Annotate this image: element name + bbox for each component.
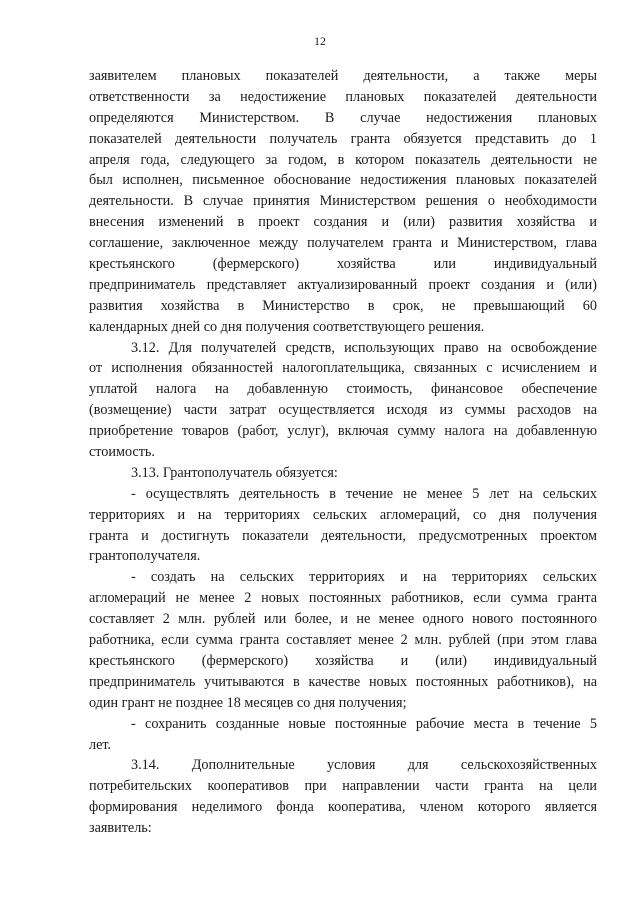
text-line: уплатой налога на добавленную стоимость, финансовое обеспечение [89, 381, 597, 398]
text-line: составляет 2 млн. рублей или более, и не менее одного нового постоянного [89, 611, 597, 628]
text-line: показателей деятельности получатель гранта обязуется представить до 1 [89, 130, 597, 147]
text-line: грантополучателя. [89, 548, 201, 565]
text-line: был исполнен, письменное обоснование недостижения плановых показателей [89, 172, 597, 189]
document-body [89, 66, 597, 839]
text-line: календарных дней со дня получения соответствующего решения. [89, 318, 485, 335]
text-line: стоимость. [89, 444, 155, 461]
text-line: 3.13. Грантополучатель обязуется: [131, 464, 338, 481]
text-line: один грант не позднее 18 месяцев со дня получения; [89, 694, 407, 711]
text-line: территориях и на территориях сельских агломераций, со дня получения [89, 506, 597, 523]
text-line: предприниматель представляет актуализированный проект создания и (или) [89, 276, 597, 293]
text-line: формирования неделимого фонда кооператива, членом которого является [89, 799, 597, 816]
text-line: от исполнения обязанностей налогоплательщика, связанных с исчислением и [89, 360, 597, 377]
text-line: соглашение, заключенное между получателем гранта и Министерством, глава [89, 235, 597, 252]
text-line: крестьянского (фермерского) хозяйства и (или) индивидуальный [89, 652, 597, 669]
text-line: - сохранить созданные новые постоянные рабочие места в течение 5 [131, 715, 597, 732]
text-line: работника, если сумма гранта составляет менее 2 млн. рублей (при этом глава [89, 632, 597, 649]
text-line: приобретение товаров (работ, услуг), включая сумму налога на добавленную [89, 423, 597, 440]
text-line: - создать на сельских территориях и на территориях сельских [131, 569, 597, 586]
text-line: ответственности за недостижение плановых показателей деятельности [89, 88, 597, 105]
text-line: апреля года, следующего за годом, в котором показатель деятельности не [89, 151, 597, 168]
page-number: 12 [314, 34, 326, 48]
text-line: определяются Министерством. В случае недостижения плановых [89, 109, 597, 126]
text-line: заявителем плановых показателей деятельности, а также меры [89, 68, 597, 84]
text-line: развития хозяйства в Министерство в срок, не превышающий 60 [89, 297, 597, 314]
text-line: гранта и достигнуть показатели деятельности, предусмотренных проектом [89, 527, 597, 544]
text-line: 3.12. Для получателей средств, использующих право на освобождение [131, 339, 597, 356]
text-line: внесения изменений в проект создания и (или) развития хозяйства и [89, 214, 597, 231]
text-line: предприниматель учитываются в качестве новых постоянных работников), на [89, 673, 597, 690]
text-line: (возмещение) части затрат осуществляется исходя из суммы расходов на [89, 402, 597, 419]
text-line: лет. [89, 736, 112, 753]
text-line: агломераций не менее 2 новых постоянных работников, если сумма гранта [89, 590, 597, 607]
text-line: 3.14. Дополнительные условия для сельскохозяйственных [131, 757, 597, 774]
text-line: деятельности. В случае принятия Министерством решения о необходимости [89, 193, 597, 210]
text-line: - осуществлять деятельность в течение не менее 5 лет на сельских [131, 485, 597, 502]
text-line: потребительских кооперативов при направлении части гранта на цели [89, 778, 597, 795]
text-line: крестьянского (фермерского) хозяйства или индивидуальный [89, 256, 597, 273]
text-line: заявитель: [89, 820, 152, 837]
